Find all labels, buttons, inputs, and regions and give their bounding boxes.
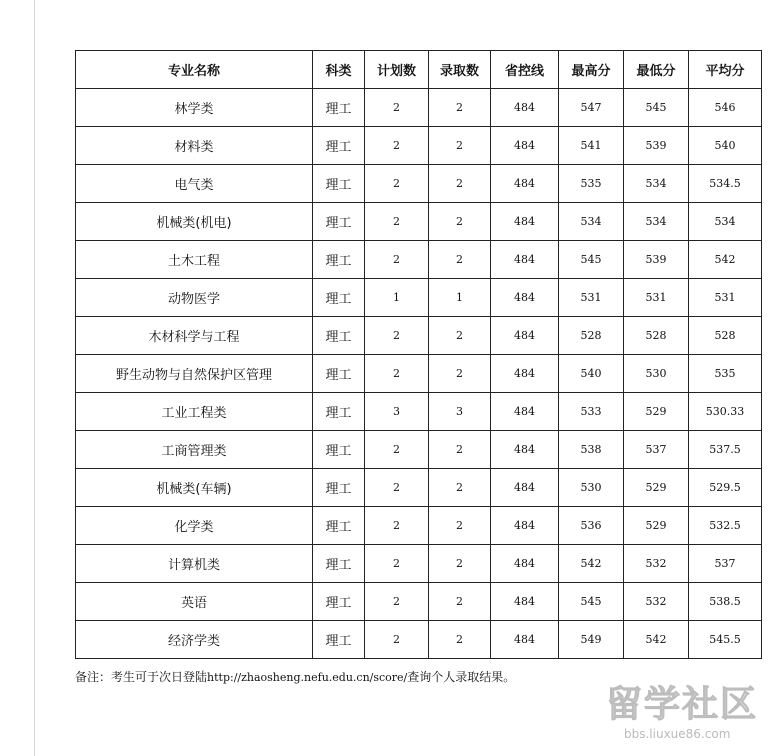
cell-highest: 547 bbox=[559, 89, 624, 127]
cell-category: 理工 bbox=[313, 621, 365, 659]
table-row bbox=[76, 431, 762, 469]
cell-average: 537 bbox=[689, 545, 762, 583]
cell-lowest: 531 bbox=[624, 279, 689, 317]
cell-major: 土木工程 bbox=[76, 241, 313, 279]
cell-category: 理工 bbox=[313, 89, 365, 127]
cell-admitted: 2 bbox=[429, 431, 491, 469]
cell-admitted: 2 bbox=[429, 507, 491, 545]
cell-major: 工业工程类 bbox=[76, 393, 313, 431]
header-admitted: 录取数 bbox=[429, 51, 491, 89]
cell-category: 理工 bbox=[313, 393, 365, 431]
cell-average: 534.5 bbox=[689, 165, 762, 203]
footnote bbox=[75, 668, 515, 685]
table-row bbox=[76, 545, 762, 583]
table-row bbox=[76, 393, 762, 431]
cell-planned: 2 bbox=[365, 583, 429, 621]
cell-planned: 2 bbox=[365, 127, 429, 165]
header-control-line: 省控线 bbox=[491, 51, 559, 89]
cell-planned: 2 bbox=[365, 431, 429, 469]
table-row bbox=[76, 89, 762, 127]
cell-planned: 2 bbox=[365, 507, 429, 545]
cell-major: 经济学类 bbox=[76, 621, 313, 659]
cell-highest: 531 bbox=[559, 279, 624, 317]
results-url-link[interactable]: http://zhaosheng.nefu.edu.cn/score/ bbox=[207, 671, 408, 684]
cell-highest: 530 bbox=[559, 469, 624, 507]
cell-planned: 2 bbox=[365, 89, 429, 127]
header-average: 平均分 bbox=[689, 51, 762, 89]
table-row bbox=[76, 279, 762, 317]
cell-planned: 2 bbox=[365, 621, 429, 659]
cell-highest: 545 bbox=[559, 241, 624, 279]
header-category: 科类 bbox=[313, 51, 365, 89]
cell-highest: 534 bbox=[559, 203, 624, 241]
cell-category: 理工 bbox=[313, 355, 365, 393]
cell-category: 理工 bbox=[313, 279, 365, 317]
cell-lowest: 539 bbox=[624, 127, 689, 165]
cell-lowest: 545 bbox=[624, 89, 689, 127]
cell-control-line: 484 bbox=[491, 431, 559, 469]
table-row bbox=[76, 127, 762, 165]
cell-lowest: 530 bbox=[624, 355, 689, 393]
cell-admitted: 2 bbox=[429, 621, 491, 659]
watermark-logo-text: 留学社区 bbox=[606, 684, 759, 725]
cell-lowest: 529 bbox=[624, 507, 689, 545]
cell-admitted: 1 bbox=[429, 279, 491, 317]
watermark-url: bbs.liuxue86.com bbox=[624, 727, 731, 741]
cell-average: 546 bbox=[689, 89, 762, 127]
cell-average: 535 bbox=[689, 355, 762, 393]
table-row bbox=[76, 621, 762, 659]
cell-major: 野生动物与自然保护区管理 bbox=[76, 355, 313, 393]
cell-admitted: 2 bbox=[429, 469, 491, 507]
footnote-suffix: 查询个人录取结果。 bbox=[407, 670, 516, 684]
cell-highest: 538 bbox=[559, 431, 624, 469]
table-row bbox=[76, 165, 762, 203]
table-body bbox=[76, 89, 762, 659]
cell-highest: 533 bbox=[559, 393, 624, 431]
cell-control-line: 484 bbox=[491, 89, 559, 127]
cell-planned: 2 bbox=[365, 317, 429, 355]
table-row bbox=[76, 241, 762, 279]
cell-highest: 535 bbox=[559, 165, 624, 203]
cell-admitted: 2 bbox=[429, 241, 491, 279]
cell-control-line: 484 bbox=[491, 545, 559, 583]
cell-category: 理工 bbox=[313, 507, 365, 545]
cell-category: 理工 bbox=[313, 127, 365, 165]
cell-lowest: 537 bbox=[624, 431, 689, 469]
cell-control-line: 484 bbox=[491, 355, 559, 393]
table-row bbox=[76, 583, 762, 621]
cell-category: 理工 bbox=[313, 469, 365, 507]
cell-control-line: 484 bbox=[491, 203, 559, 241]
cell-planned: 2 bbox=[365, 203, 429, 241]
cell-average: 540 bbox=[689, 127, 762, 165]
cell-highest: 541 bbox=[559, 127, 624, 165]
cell-lowest: 532 bbox=[624, 583, 689, 621]
table-row bbox=[76, 355, 762, 393]
cell-lowest: 529 bbox=[624, 393, 689, 431]
table-row bbox=[76, 469, 762, 507]
cell-admitted: 2 bbox=[429, 165, 491, 203]
cell-category: 理工 bbox=[313, 583, 365, 621]
cell-admitted: 2 bbox=[429, 583, 491, 621]
cell-highest: 536 bbox=[559, 507, 624, 545]
cell-average: 528 bbox=[689, 317, 762, 355]
cell-highest: 540 bbox=[559, 355, 624, 393]
cell-category: 理工 bbox=[313, 431, 365, 469]
cell-category: 理工 bbox=[313, 203, 365, 241]
cell-control-line: 484 bbox=[491, 393, 559, 431]
footnote-prefix: 备注：考生可于次日登陆 bbox=[75, 670, 208, 684]
cell-control-line: 484 bbox=[491, 317, 559, 355]
table-row bbox=[76, 507, 762, 545]
cell-planned: 2 bbox=[365, 241, 429, 279]
cell-average: 529.5 bbox=[689, 469, 762, 507]
cell-admitted: 2 bbox=[429, 545, 491, 583]
cell-highest: 549 bbox=[559, 621, 624, 659]
cell-highest: 528 bbox=[559, 317, 624, 355]
cell-control-line: 484 bbox=[491, 241, 559, 279]
cell-major: 英语 bbox=[76, 583, 313, 621]
cell-major: 材料类 bbox=[76, 127, 313, 165]
cell-lowest: 528 bbox=[624, 317, 689, 355]
cell-major: 计算机类 bbox=[76, 545, 313, 583]
header-major: 专业名称 bbox=[76, 51, 313, 89]
cell-major: 机械类(机电) bbox=[76, 203, 313, 241]
cell-average: 531 bbox=[689, 279, 762, 317]
cell-major: 化学类 bbox=[76, 507, 313, 545]
cell-admitted: 2 bbox=[429, 355, 491, 393]
cell-average: 530.33 bbox=[689, 393, 762, 431]
cell-average: 534 bbox=[689, 203, 762, 241]
cell-major: 机械类(车辆) bbox=[76, 469, 313, 507]
cell-category: 理工 bbox=[313, 241, 365, 279]
cell-admitted: 3 bbox=[429, 393, 491, 431]
cell-planned: 2 bbox=[365, 469, 429, 507]
cell-category: 理工 bbox=[313, 545, 365, 583]
cell-control-line: 484 bbox=[491, 621, 559, 659]
cell-planned: 3 bbox=[365, 393, 429, 431]
cell-major: 工商管理类 bbox=[76, 431, 313, 469]
header-lowest: 最低分 bbox=[624, 51, 689, 89]
cell-planned: 2 bbox=[365, 545, 429, 583]
cell-major: 林学类 bbox=[76, 89, 313, 127]
cell-lowest: 532 bbox=[624, 545, 689, 583]
cell-planned: 1 bbox=[365, 279, 429, 317]
cell-highest: 545 bbox=[559, 583, 624, 621]
table-row bbox=[76, 203, 762, 241]
cell-planned: 2 bbox=[365, 165, 429, 203]
cell-average: 538.5 bbox=[689, 583, 762, 621]
cell-admitted: 2 bbox=[429, 203, 491, 241]
cell-lowest: 539 bbox=[624, 241, 689, 279]
cell-lowest: 542 bbox=[624, 621, 689, 659]
cell-control-line: 484 bbox=[491, 279, 559, 317]
cell-major: 电气类 bbox=[76, 165, 313, 203]
cell-control-line: 484 bbox=[491, 469, 559, 507]
cell-lowest: 534 bbox=[624, 203, 689, 241]
site-watermark bbox=[606, 683, 776, 753]
cell-admitted: 2 bbox=[429, 89, 491, 127]
table-row bbox=[76, 317, 762, 355]
cell-highest: 542 bbox=[559, 545, 624, 583]
cell-average: 545.5 bbox=[689, 621, 762, 659]
header-highest: 最高分 bbox=[559, 51, 624, 89]
cell-lowest: 529 bbox=[624, 469, 689, 507]
cell-admitted: 2 bbox=[429, 317, 491, 355]
cell-average: 542 bbox=[689, 241, 762, 279]
page-left-border bbox=[34, 0, 35, 756]
cell-control-line: 484 bbox=[491, 127, 559, 165]
cell-category: 理工 bbox=[313, 317, 365, 355]
cell-category: 理工 bbox=[313, 165, 365, 203]
header-planned: 计划数 bbox=[365, 51, 429, 89]
cell-planned: 2 bbox=[365, 355, 429, 393]
cell-average: 532.5 bbox=[689, 507, 762, 545]
cell-control-line: 484 bbox=[491, 507, 559, 545]
cell-major: 木材科学与工程 bbox=[76, 317, 313, 355]
admission-score-table bbox=[75, 50, 762, 659]
cell-control-line: 484 bbox=[491, 583, 559, 621]
cell-admitted: 2 bbox=[429, 127, 491, 165]
table-header-row bbox=[76, 51, 762, 89]
cell-lowest: 534 bbox=[624, 165, 689, 203]
cell-average: 537.5 bbox=[689, 431, 762, 469]
cell-control-line: 484 bbox=[491, 165, 559, 203]
cell-major: 动物医学 bbox=[76, 279, 313, 317]
